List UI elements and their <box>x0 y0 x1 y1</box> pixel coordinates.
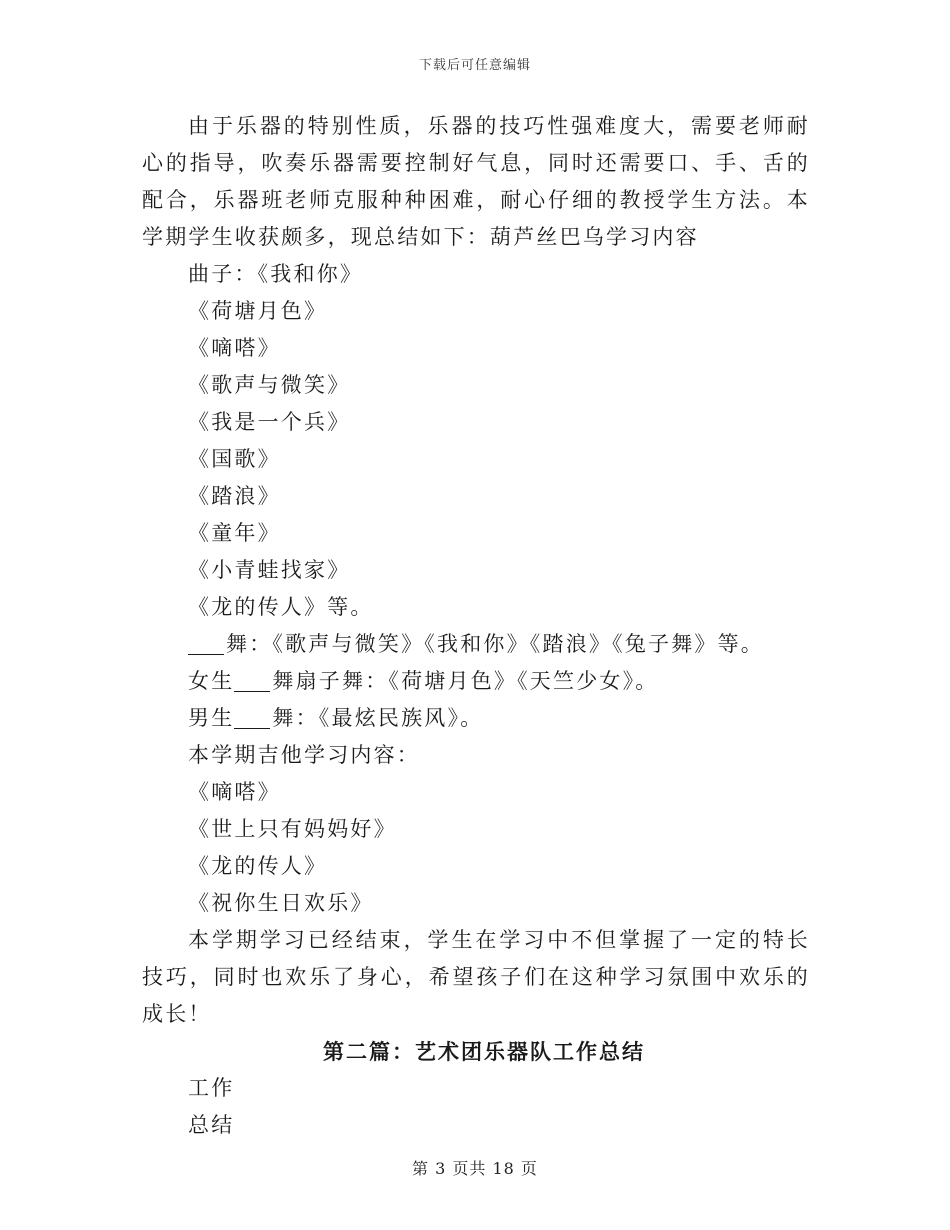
document-body <box>142 108 810 1144</box>
song-item: 《我是一个兵》 <box>188 410 351 434</box>
songs-label: 曲子：《我和你》 <box>188 262 364 286</box>
conclusion-paragraph: 本学期学习已经结束，学生在学习中不但掌握了一定的特长技巧，同时也欢乐了身心，希望孩子们在这种学习氛围中欢乐的成长！ <box>142 928 810 1026</box>
song-item: 《踏浪》 <box>188 484 281 508</box>
tail-line: 总结 <box>188 1113 235 1137</box>
blank-underline <box>188 632 224 655</box>
blank-underline <box>234 706 270 729</box>
dance-line <box>142 626 810 663</box>
page-number: 第 3 页共 18 页 <box>412 1159 538 1178</box>
guitar-song-item: 《世上只有妈妈好》 <box>188 817 397 841</box>
dance-text: 舞：《歌声与微笑》《我和你》《踏浪》《兔子舞》等。 <box>226 632 764 656</box>
song-item: 《歌声与微笑》 <box>188 373 351 397</box>
song-item: 《童年》 <box>188 521 281 545</box>
header-note: 下载后可任意编辑 <box>418 58 531 73</box>
tail-line: 工作 <box>188 1076 235 1100</box>
song-item: 《国歌》 <box>188 447 281 471</box>
section-title: 第二篇：艺术团乐器队工作总结 <box>323 1039 645 1064</box>
boys-prefix: 男生 <box>188 706 235 730</box>
boys-dance-line <box>142 700 810 737</box>
girls-dance-text: 舞扇子舞：《荷塘月色》《天竺少女》。 <box>272 669 659 693</box>
girls-prefix: 女生 <box>188 669 235 693</box>
guitar-song-item: 《龙的传人》 <box>188 854 328 878</box>
song-item: 《荷塘月色》 <box>188 299 328 323</box>
song-item: 《嘀嗒》 <box>188 336 281 360</box>
guitar-label: 本学期吉他学习内容： <box>188 743 420 767</box>
song-item: 《小青蛙找家》 <box>188 558 351 582</box>
guitar-song-item: 《嘀嗒》 <box>188 780 281 804</box>
blank-underline <box>234 669 270 692</box>
song-item: 《龙的传人》等。 <box>188 595 374 619</box>
girls-dance-line <box>142 663 810 700</box>
boys-dance-text: 舞：《最炫民族风》。 <box>272 706 484 730</box>
guitar-song-item: 《祝你生日欢乐》 <box>188 891 374 915</box>
intro-paragraph: 由于乐器的特别性质，乐器的技巧性强难度大，需要老师耐心的指导，吹奏乐器需要控制好气息，同时还需要口、手、舌的配合，乐器班老师克服种种困难，耐心仔细的教授学生方法。本学期学生收获颇多，现总结如下：葫芦丝巴乌学习内容 <box>142 114 810 249</box>
